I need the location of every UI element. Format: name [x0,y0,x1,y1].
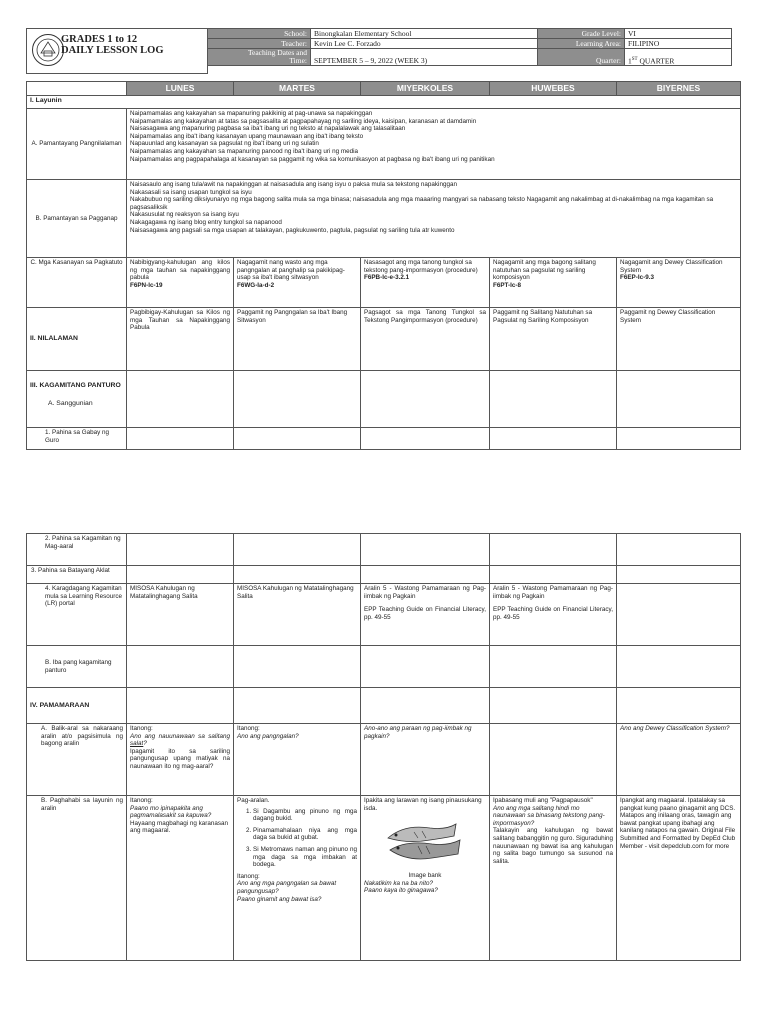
empty-cell [234,646,361,688]
deped-seal-icon [31,33,65,67]
empty-cell [361,566,490,584]
section-pamamaraan: IV. PAMAMARAAN [27,688,127,724]
empty-cell [617,371,741,428]
form-title [61,34,164,56]
image-bank-caption: Image bank [408,872,442,880]
paghahabi-biyernes: Ipangkat ang magaaral. Ipatalakay sa pangkat kung paano ginagamit ang DCS. Matapos ang inilaang oras, tawagin ang bawat pangkat upang ibahagi ang kanilang natapos na gawain. Original File Submitted and Formatted by DepEd Club Member - visit depedclub.com for more [617,796,741,961]
paghahabi-huwebes [490,796,617,961]
empty-cell [490,688,617,724]
kasanayan-huwebes [490,258,617,308]
kasanayan-text: Nagagamit nang wasto ang mga pangngalan at panghalip sa pakikipag-usap sa iba't ibang sitwasyon [237,259,345,282]
tanong-salita: Ano ang mga salitang hindi mo naunawaan sa binasang tekstong pang-impormasyon? [493,804,605,827]
pamantayang-pangnilalaman-content [127,109,741,180]
iba-pang-kagamitan-label: B. Iba pang kagamitang panturo [27,646,127,688]
nilalaman-lunes: Pagbibigay-Kahulugan sa Kilos ng mga Tauhan sa Napakinggang Pabula [127,308,234,371]
kasanayan-code: F6PN-Ic-19 [130,281,163,289]
lr-aralin: Aralin 5 - Wastong Pamamaraan ng Pag-iimbak ng Pagkain [364,585,486,600]
itanong-label: Itanong: [130,797,153,804]
batayang-aklat-label: 3. Pahina sa Batayang Aklat [27,566,127,584]
kasanayan-code: F6WG-Ia-d-2 [237,281,275,289]
pamantayan-sa-pagganap-content [127,180,741,258]
balik-aral-label: A. Balik-aral sa nakaraang aralin at/o pagsisimula ng bagong aralin [27,724,127,796]
pangnilalaman-line: Naisasagawa ang mapanuring pagbasa sa iba't ibang uri ng teksto at napalalawak ang talasalitaan [130,125,406,133]
lesson-table-page2 [26,533,741,961]
teacher-label: Teacher: [208,39,311,49]
lesson-table-page1 [26,81,741,450]
empty-cell [361,371,490,428]
lr-epp: EPP Teaching Guide on Financial Literacy, pp. 49-55 [493,606,613,621]
tanong-natikim: Nakatikim ka na ba nito? [364,879,433,887]
itanong-label: Itanong: [130,725,153,732]
empty-cell [617,646,741,688]
tanong-pangngalan-pangungusap: Ano ang mga pangngalan sa bawat pangungusap? [237,880,337,895]
paghahabi-martes [234,796,361,961]
nilalaman-miyerkoles: Pagsagot sa mga Tanong Tungkol sa Tekstong Pangimpormasyon (procedure) [361,308,490,371]
quarter-rest: QUARTER [637,56,675,65]
pangnilalaman-line: Naipamamalas ang iba't ibang kasanayan upang maunawaan ang iba't ibang teksto [130,132,364,140]
empty-cell [127,688,234,724]
header-info-table [207,28,732,66]
empty-cell [490,566,617,584]
empty-cell [234,428,361,450]
kasanayan-text: Nagagamit ang mga bagong salitang natutuhan sa pagsulat ng sariling komposisyon [493,259,596,282]
empty-cell [234,534,361,566]
day-header-lunes: LUNES [127,82,234,96]
form-title-line1: GRADES 1 to 12 [61,34,138,45]
lr-epp: EPP Teaching Guide on Financial Literacy, pp. 49-55 [364,606,486,621]
hayaang-text: Hayaang magbahagi ng karanasan ang magaaral. [130,819,229,835]
empty-cell [234,371,361,428]
tanong-malasakit: Paano mo ipinapakita ang pagmamalasakit sa kapuwa? [130,804,212,820]
empty-cell [490,646,617,688]
gabay-ng-guro-label: 1. Pahina sa Gabay ng Guro [27,428,127,450]
itanong-label: Itanong: [237,872,260,880]
pamantayang-pangnilalaman-label: A. Pamantayang Pangnilalaman [27,109,127,180]
teacher-value: Kevin Lee C. Forzado [311,39,538,49]
empty-cell [361,646,490,688]
kagamitang-panturo-title: III. KAGAMITANG PANTURO [30,382,121,389]
pangnilalaman-line: Naipamamalas ang kakayahan at tatas sa pagsasalita at pagpapahayag ng sariling ideya, kaisipan, karanasan at damdamin [130,117,477,125]
ipakita-text: Ipakita ang larawan ng isang pinausukang isda. [364,797,482,812]
list-item: 1. Si Dagambu ang pinuno ng mga dagang bukid. [253,808,357,823]
school-label: School: [208,29,311,39]
kasanayan-miyerkoles [361,258,490,308]
pagganap-line: Nakasasali sa isang usapan tungkol sa isyu [130,188,252,196]
lr-lunes: MISOSA Kahulugan ng Matatalinghagang Salita [127,584,234,646]
pag-aralan-label: Pag-aralan. [237,797,270,804]
balik-aral-lunes [127,724,234,796]
balik-aral-miyerkoles: Ano-ano ang paraan ng pag-iimbak ng pagkain? [361,724,490,796]
empty-cell [617,566,741,584]
lr-portal-label: 4. Karagdagang Kagamitan mula sa Learning Resource (LR) portal [27,584,127,646]
sanggunian-label: A. Sanggunian [48,399,93,407]
empty-cell [234,688,361,724]
pangnilalaman-line: Naipamamalas ang pagpapahalaga at kasanayan sa paggamit ng wika sa komunikasyon at pagbasa ng iba't ibang uri ng panitikan [130,155,495,163]
kasanayan-code: F6PT-Ic-8 [493,281,521,289]
kasanayan-code: F6PB-Ic-e-3.2.1 [364,274,410,282]
area-value: FILIPINO [625,39,732,49]
area-label: Learning Area: [538,39,625,49]
pangungusap-list [237,808,357,869]
lr-aralin: Aralin 5 - Wastong Pamamaraan ng Pag-iimbak ng Pagkain [493,585,613,600]
balik-aral-martes [234,724,361,796]
dates-value: SEPTEMBER 5 – 9, 2022 (WEEK 3) [311,49,538,66]
day-header-biyernes: BIYERNES [617,82,741,96]
lr-martes: MISOSA Kahulugan ng Matatalinghagang Salita [234,584,361,646]
empty-cell [127,534,234,566]
tanong-text: Ano ang nauunawaan sa salitang [130,732,230,740]
nilalaman-martes: Paggamit ng Pangngalan sa Iba't Ibang Sitwasyon [234,308,361,371]
kasanayan-text: Nagagamit ang Dewey Classification System [620,259,723,274]
empty-cell [127,566,234,584]
tanong-ginagawa: Paano kaya ito ginagawa? [364,887,438,895]
mga-kasanayan-label: C. Mga Kasanayan sa Pagkatuto [27,258,127,308]
dates-label [208,49,311,66]
nilalaman-biyernes: Paggamit ng Dewey Classification System [617,308,741,371]
school-value: Binongkalan Elementary School [311,29,538,39]
pangnilalaman-line: Napauunlad ang kasanayan sa pagsulat ng iba't ibang uri ng sulatin [130,140,319,148]
form-title-line2: DAILY LESSON LOG [61,45,164,56]
balik-aral-biyernes: Ano ang Dewey Classification System? [617,724,741,796]
kasanayan-martes [234,258,361,308]
tanong-mark: ? [143,740,147,748]
ipagamit-text: Ipagamit ito sa sariling pangungusap upang matiyak na naunawaan ito ng mag-aaral? [130,747,230,770]
section-kagamitang-panturo [27,371,127,428]
empty-cell [234,566,361,584]
quarter-sup: ST [631,56,638,62]
empty-cell [490,534,617,566]
ipabasang-text: Ipabasang muli ang "Pagpapausok" [493,797,593,804]
grade-label: Grade Level: [538,29,625,39]
pagganap-line: Nakabubuo ng sariling diksiyunaryo ng mga bagong salita mula sa mga binasa; naisasadula ang mga maaaring mangyari sa nabasang teksto Nagagamit ang nakalimbag at di-nakalimbag na mga kagamitan sa pagsasaliksik [130,196,714,211]
empty-cell [490,724,617,796]
salat-word: salat [130,740,144,748]
list-item: 3. Si Metromaws naman ang pinuno ng mga daga sa mga imbakan at bodega. [253,846,357,869]
tanong-pangngalan: Ano ang pangngalan? [237,732,299,740]
corner-cell [27,82,127,96]
section-layunin: I. Layunin [27,96,741,109]
lr-miyerkoles [361,584,490,646]
tanong-salat [130,733,230,748]
section-nilalaman: II. NILALAMAN [27,308,127,371]
pamantayan-sa-pagganap-label: B. Pamantayan sa Pagganap [27,180,127,258]
paghahabi-miyerkoles [361,796,490,961]
kasanayan-code: F6EP-Ic-9.3 [620,274,654,282]
empty-cell [490,428,617,450]
dates-label-line1: Teaching Dates and [247,48,307,57]
day-header-martes: MARTES [234,82,361,96]
empty-cell [617,584,741,646]
kasanayan-text: Nabibigyang-kahulugan ang kilos ng mga tauhan sa napakinggang pabula [130,259,230,282]
day-header-huwebes: HUWEBES [490,82,617,96]
empty-cell [127,646,234,688]
paghahabi-label: B. Paghahabi sa layunin ng aralin [27,796,127,961]
paghahabi-lunes [127,796,234,961]
pangnilalaman-line: Naipamamalas ang kakayahan sa mapanuring pakikinig at pag-unawa sa napakinggan [130,110,373,117]
empty-cell [361,688,490,724]
talakayin-text: Talakayin ang kahulugan ng bawat salitang babanggitin ng guro. Siguraduhing nauunawaan ng bawat isa ang kahulugan ng salita bago tumungo sa susunod na salita. [493,827,613,865]
list-item: 2. Pinamamahalaan niya ang mga daga sa bukid at gubat. [253,827,357,842]
quarter-value [625,49,732,66]
empty-cell [617,428,741,450]
kasanayan-biyernes [617,258,741,308]
empty-cell [127,371,234,428]
pagganap-line: Naisasagawa ang pagsali sa mga usapan at talakayan, pagkukuwento, pagtula, pagsulat ng sariling tula atr kuwento [130,226,455,234]
quarter-num: 1 [628,56,632,65]
empty-cell [617,534,741,566]
nilalaman-huwebes: Paggamit ng Salitang Natutuhan sa Pagsulat ng Sariling Komposisyon [490,308,617,371]
title-block [26,28,208,74]
pagganap-line: Nakagagawa ng isang blog entry tungkol sa napanood [130,218,282,226]
empty-cell [617,688,741,724]
kasanayan-text: Nasasagot ang mga tanong tungkol sa tekstong pang-impormasyon (procedure) [364,259,478,274]
empty-cell [127,428,234,450]
quarter-label: Quarter: [538,49,625,66]
smoked-fish-icon [384,818,466,870]
pangnilalaman-line: Naipamamalas ang kakayahan sa mapanuring panood ng iba't ibang uri ng media [130,147,359,155]
empty-cell [361,534,490,566]
day-header-miyerkoles: MIYERKOLES [361,82,490,96]
tanong-ginamit: Paano ginamit ang bawat isa? [237,895,322,903]
itanong-label: Itanong: [237,725,260,732]
empty-cell [490,371,617,428]
dll-header [26,28,740,76]
pagganap-line: Nakasusulat ng reaksyon sa isang isyu [130,211,239,219]
grade-value: VI [625,29,732,39]
pagganap-line: Naisasaulo ang isang tula/awit na napakinggan at naisasadula ang isang isyu o paksa mula sa tekstong napakinggan [130,181,457,188]
kasanayan-lunes [127,258,234,308]
lr-huwebes [490,584,617,646]
kagamitan-mag-aaral-label: 2. Pahina sa Kagamitan ng Mag-aaral [27,534,127,566]
dates-label-line2: Time: [289,56,307,65]
empty-cell [361,428,490,450]
